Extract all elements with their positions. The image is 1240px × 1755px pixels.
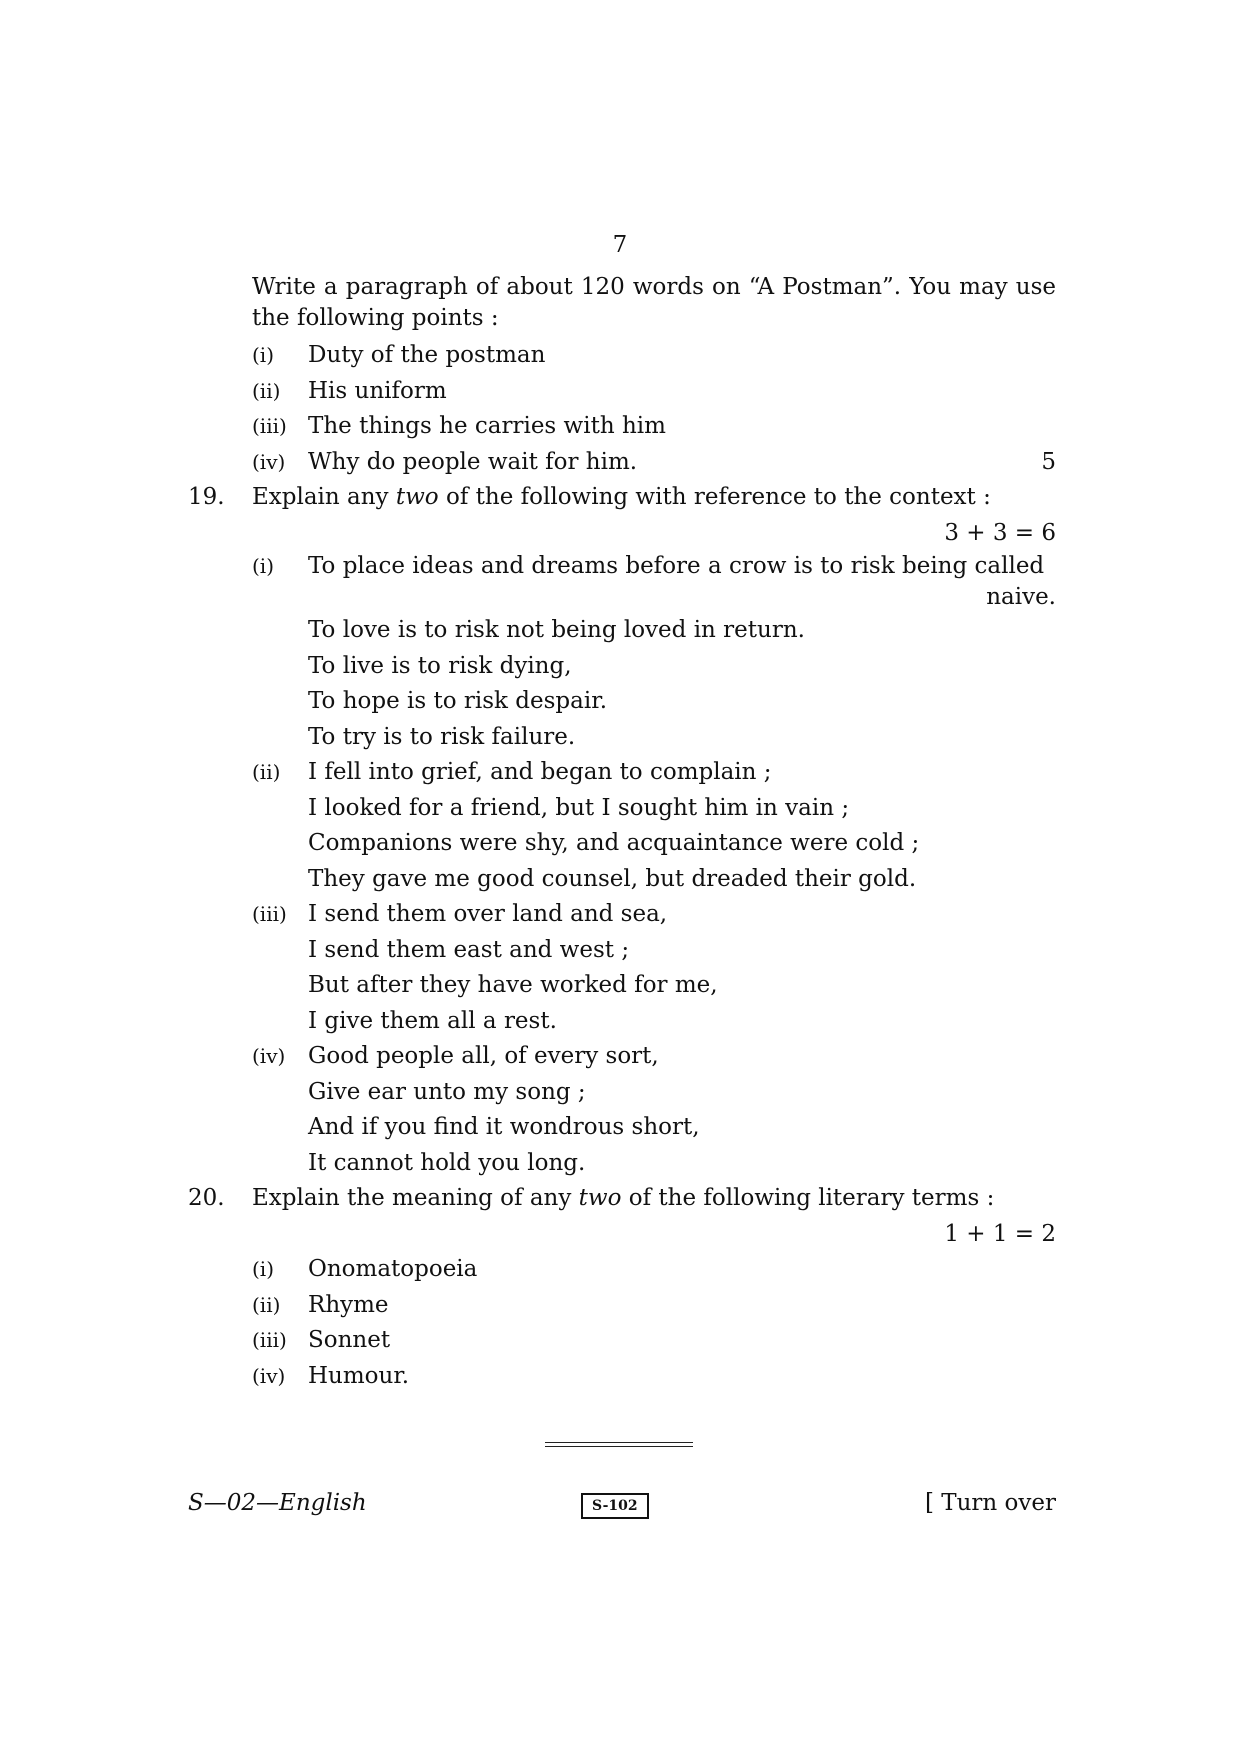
point-numeral: (ii)	[252, 378, 281, 403]
term-numeral: (i)	[252, 1257, 275, 1281]
q18-point	[188, 374, 1056, 410]
extract-line	[188, 826, 1056, 862]
verse-text: And if you find it wondrous short,	[308, 1114, 700, 1140]
term-numeral: (iv)	[252, 1363, 286, 1388]
q19-text-a: Explain any	[252, 484, 396, 510]
q18-point	[188, 338, 1056, 374]
question-content	[188, 272, 1056, 1394]
q18-intro: Write a paragraph of about 120 words on “A Postman”. You may use the following points :	[252, 274, 1056, 331]
term-text: Humour.	[308, 1362, 410, 1389]
point-numeral: (iv)	[252, 449, 286, 474]
extract-line	[188, 791, 1056, 827]
q20-term	[188, 1323, 1056, 1359]
term-text: Sonnet	[308, 1327, 391, 1353]
q18-point	[188, 409, 1056, 445]
extract-numeral: (ii)	[252, 760, 281, 784]
point-numeral: (iii)	[252, 414, 287, 438]
footer-code-box: S-102	[581, 1493, 649, 1519]
term-text: Onomatopoeia	[308, 1256, 478, 1282]
footer-turn-over: [ Turn over	[924, 1490, 1056, 1516]
q19-marks: 3 + 3 = 6	[944, 519, 1056, 546]
q20-term	[188, 1288, 1056, 1324]
verse-text: But after they have worked for me,	[308, 972, 718, 998]
term-text: Rhyme	[308, 1291, 389, 1318]
q19-heading	[188, 480, 1056, 516]
extract-line	[188, 684, 1056, 720]
verse-text: Give ear unto my song ;	[308, 1078, 586, 1105]
extract-line	[188, 933, 1056, 969]
verse-text: I send them east and west ;	[308, 936, 630, 963]
end-double-rule	[545, 1442, 693, 1447]
q19-text	[252, 480, 991, 516]
q20-text-a: Explain the meaning of any	[252, 1185, 579, 1211]
footer-subject: S—02—English	[188, 1490, 367, 1516]
extract-line	[188, 613, 1056, 649]
extract-line	[188, 1075, 1056, 1111]
extract-line	[188, 897, 1056, 933]
verse-text: To try is to risk failure.	[308, 723, 576, 750]
extract-line: To place ideas and dreams before a crow is to risk being called	[308, 553, 1045, 579]
q19-text-em: two	[395, 484, 439, 510]
point-numeral: (i)	[252, 343, 275, 367]
point-text: His uniform	[308, 377, 447, 404]
extract-line: naive.	[986, 584, 1056, 610]
verse-text: They gave me good counsel, but dreaded their gold.	[308, 865, 917, 892]
extract-line	[188, 968, 1056, 1004]
page-number: 7	[612, 232, 628, 258]
q18-marks: 5	[1041, 448, 1056, 475]
extract-line	[188, 1004, 1056, 1040]
point-text: Why do people wait for him.	[308, 448, 638, 475]
extract-line	[188, 720, 1056, 756]
q20-marks: 1 + 1 = 2	[944, 1220, 1056, 1247]
extract-line	[188, 1039, 1056, 1075]
verse-text: I give them all a rest.	[308, 1007, 557, 1034]
verse-text: Companions were shy, and acquaintance were cold ;	[308, 830, 920, 856]
extract-line	[188, 649, 1056, 685]
q20-number: 20.	[188, 1185, 225, 1211]
extract-line	[188, 862, 1056, 898]
verse-text: To hope is to risk despair.	[308, 688, 607, 714]
extract-numeral: (iv)	[252, 1044, 286, 1068]
q20-text	[252, 1181, 994, 1217]
verse-text: To love is to risk not being loved in return.	[308, 617, 805, 643]
q18-point	[188, 445, 1056, 481]
verse-text: Good people all, of every sort,	[308, 1043, 659, 1069]
verse-text: To live is to risk dying,	[308, 652, 572, 679]
q19-text-b: of the following with reference to the context :	[438, 484, 991, 510]
extract-line	[188, 1146, 1056, 1182]
q20-text-em: two	[578, 1185, 622, 1211]
q20-text-b: of the following literary terms :	[621, 1185, 995, 1211]
term-numeral: (ii)	[252, 1292, 281, 1317]
q20-heading	[188, 1181, 1056, 1217]
extract-line	[188, 1110, 1056, 1146]
verse-text: It cannot hold you long.	[308, 1149, 586, 1176]
q20-term	[188, 1359, 1056, 1395]
q20-term	[188, 1252, 1056, 1288]
point-text: The things he carries with him	[308, 413, 666, 439]
extract-i-first-line	[252, 551, 1056, 582]
extract-numeral: (iii)	[252, 902, 287, 926]
term-numeral: (iii)	[252, 1328, 287, 1352]
point-text: Duty of the postman	[308, 342, 546, 368]
verse-text: I fell into grief, and began to complain ;	[308, 759, 772, 785]
extract-line	[188, 755, 1056, 791]
extract-numeral: (i)	[252, 554, 275, 578]
q19-number: 19.	[188, 484, 225, 510]
verse-text: I looked for a friend, but I sought him in vain ;	[308, 794, 850, 821]
verse-text: I send them over land and sea,	[308, 901, 668, 927]
